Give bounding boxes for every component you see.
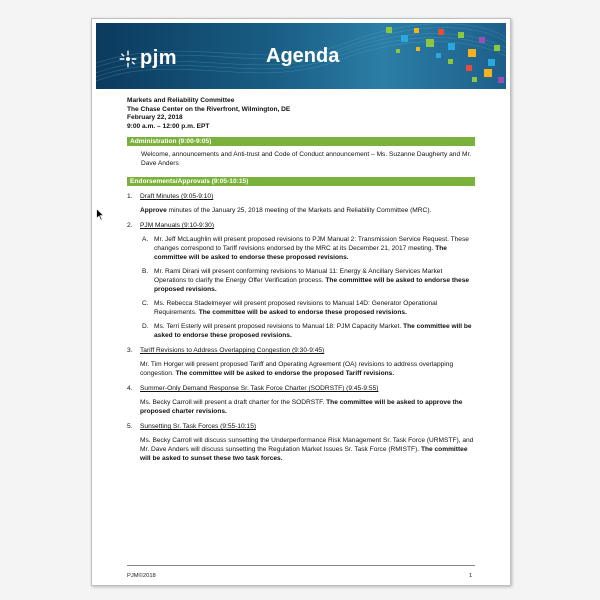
sub-item-text: Mr. Jeff McLaughlin will present proposed revisions to PJM Manual 2: Transmission Service Request. These changes correspond to Tariff revisions endorsed by the MRC at its December 21, 2017 meeting. (154, 236, 469, 253)
item-title: Tariff Revisions to Address Overlapping Congestion (9:30-9:45) (140, 347, 325, 355)
sub-item-letter: B. (142, 268, 149, 276)
pjm-logo-mark-icon (119, 50, 137, 68)
item-5-action: The committee will be asked to sunset these two task forces. (140, 446, 468, 463)
item-3-action: The committee will be asked to endorse the proposed Tariff revisions. (175, 370, 395, 378)
mouse-pointer-icon (96, 208, 105, 221)
item-number: 4. (127, 385, 133, 393)
agenda-item-4 (127, 384, 475, 393)
item-number: 5. (127, 423, 133, 431)
item-3-description (127, 360, 475, 378)
sub-item-text: Ms. Rebecca Stadelmeyer will present proposed revisions to Manual 14D: Generator Operational Requirements. (154, 300, 438, 317)
page-number: 1 (469, 573, 473, 579)
item-title: Draft Minutes (9:05-9:10) (140, 193, 214, 201)
agenda-item-2 (127, 221, 475, 230)
item-5-text: Ms. Becky Carroll will discuss sunsetting the Underperformance Risk Management Sr. Task Force (URMSTF), and Mr. Dave Anders will discuss sunsetting the Regulation Market Issues Sr. Task Force (RMISTF). (140, 437, 474, 454)
item-title: Summer-Only Demand Response Sr. Task Force Charter (SODRSTF) (9:45-9:55) (140, 385, 379, 393)
page-title: Agenda (266, 45, 340, 67)
item-number: 2. (127, 222, 133, 230)
item-title: PJM Manuals (9:10-9:30) (140, 222, 215, 230)
administration-text: Welcome, announcements and Anti-trust and Code of Conduct announcement – Ms. Suzanne Daugherty and Mr. Dave Anders (141, 151, 472, 168)
document-page (91, 18, 511, 586)
sub-item-action: The committee will be asked to endorse these proposed revisions. (198, 309, 407, 317)
footer-doc-id: PJM©2018 (127, 573, 156, 579)
sub-item-text: Ms. Terri Esterly will present proposed revisions to Manual 18: PJM Capacity Market. (154, 323, 404, 331)
footer-divider (127, 565, 475, 566)
agenda-banner (96, 23, 506, 89)
sub-item-action: The committee will be asked to endorse these proposed revisions. (154, 277, 470, 294)
item-4-action: The committee will be asked to approve the proposed charter revisions. (140, 399, 463, 416)
agenda-item-3 (127, 346, 475, 355)
logo-text: pjm (140, 47, 178, 69)
item-1-action: Approve (140, 207, 167, 215)
item-number: 1. (127, 193, 133, 201)
section-header-endorsements: Endorsements/Approvals (9:05-10:15) (127, 177, 475, 186)
item-5-description (127, 436, 475, 463)
sub-item-d (127, 322, 475, 340)
sub-item-letter: A. (142, 236, 149, 244)
agenda-item-5 (127, 422, 475, 431)
sub-item-letter: D. (142, 323, 149, 331)
sub-item-a (127, 235, 475, 262)
item-3-text: Mr. Tim Horger will present proposed Tariff and Operating Agreement (OA) revisions to address overlapping congestion. (140, 361, 454, 378)
meeting-date: February 22, 2018 (127, 114, 183, 122)
sub-item-action: The committee will be asked to endorse these proposed revisions. (154, 323, 472, 340)
sub-item-b (127, 267, 475, 294)
sub-item-c (127, 299, 475, 317)
item-1-description (127, 206, 475, 215)
agenda-item-1 (127, 192, 475, 201)
agenda-content (127, 97, 475, 463)
item-4-description (127, 398, 475, 416)
pjm-logo (119, 47, 177, 70)
item-1-text: minutes of the January 25, 2018 meeting of the Markets and Reliability Committee (MRC). (166, 207, 432, 215)
meeting-time: 9:00 a.m. – 12:00 p.m. EPT (127, 122, 210, 130)
committee-name: Markets and Reliability Committee (127, 97, 235, 104)
sub-item-text: Mr. Rami Dirani will present conforming revisions to Manual 11: Energy & Ancillary Services Market Operations to clarify the Energy Offer Verification process. (154, 268, 443, 285)
sub-item-letter: C. (142, 300, 149, 308)
sub-item-action: The committee will be asked to endorse these proposed revisions. (154, 245, 447, 262)
item-number: 3. (127, 347, 133, 355)
item-title: Sunsetting Sr. Task Forces (9:55-10:15) (140, 423, 257, 431)
section-header-administration: Administration (9:00-9:05) (127, 137, 475, 146)
meeting-location: The Chase Center on the Riverfront, Wilmington, DE (127, 105, 291, 113)
item-4-text: Ms. Becky Carroll will present a draft charter for the SODRSTF. (140, 399, 327, 407)
